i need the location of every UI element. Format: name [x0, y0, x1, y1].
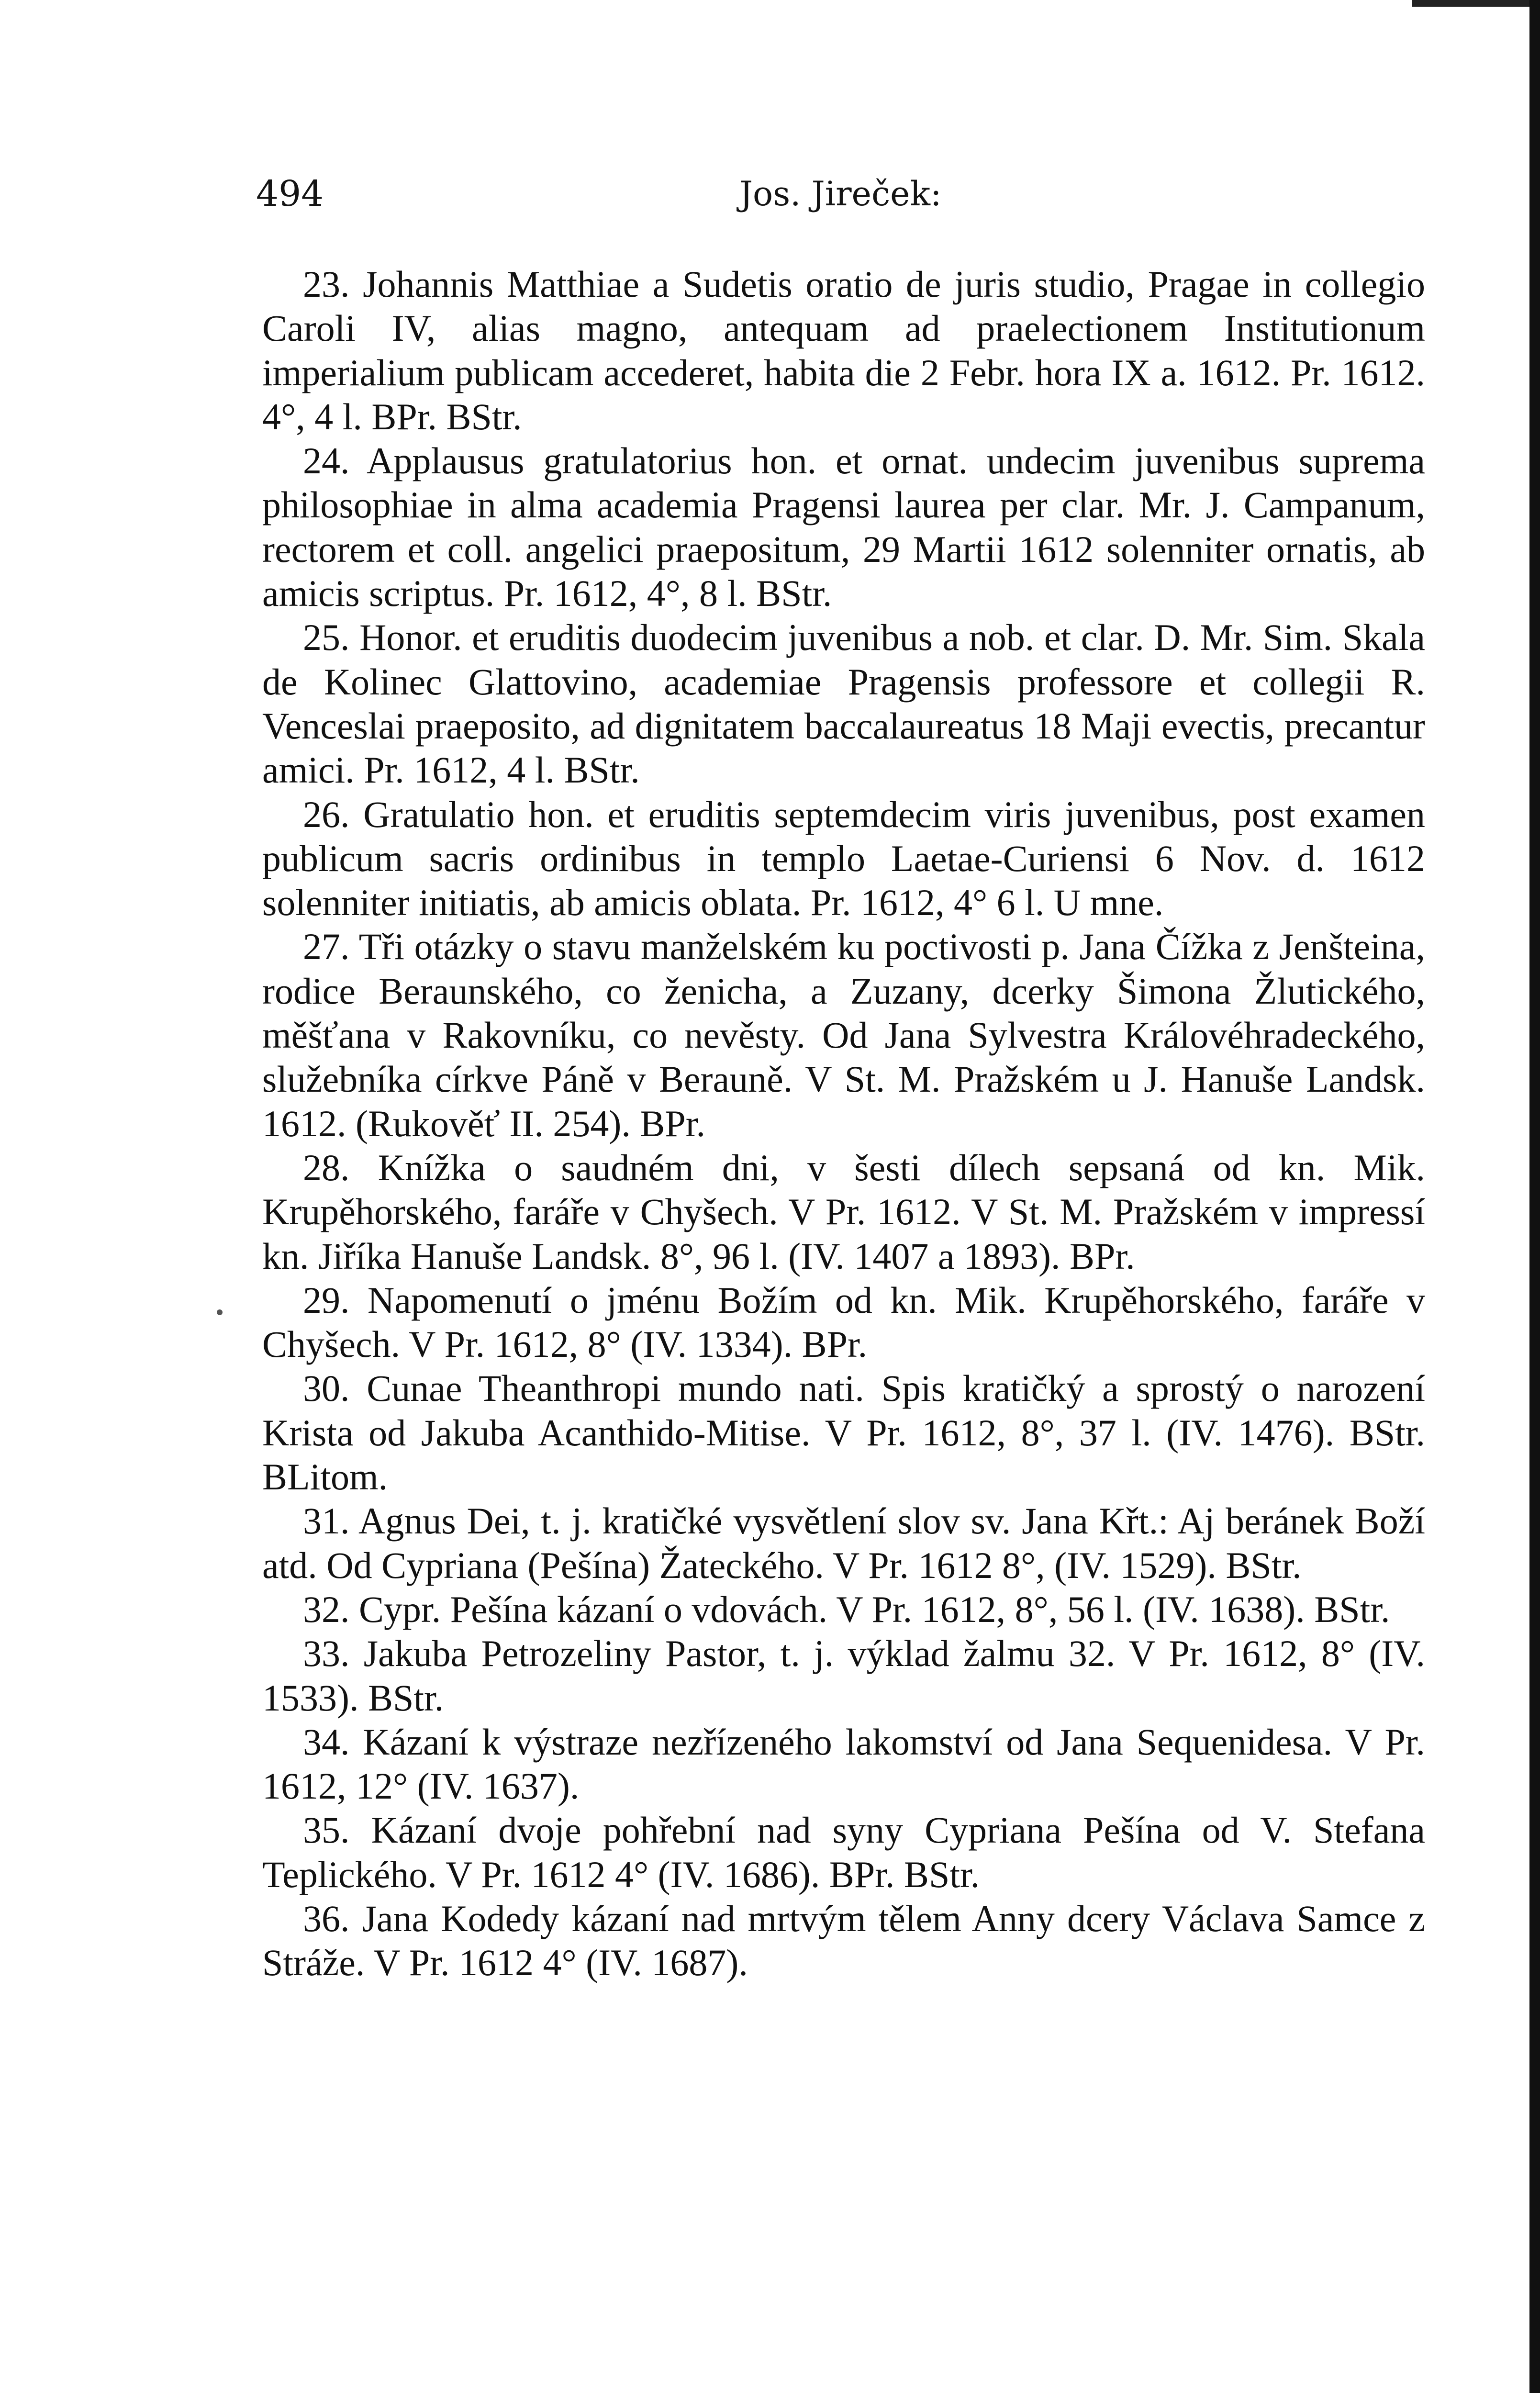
running-head: Jos. Jireček: [739, 174, 942, 213]
entry-26: 26. Gratulatio hon. et eruditis septemdecim viris juvenibus, post examen publicum sacris ordinibus in templo Laetae-Curiensi 6 Nov. d. 1612 solenniter initiatis, ab amicis oblata. Pr. 1612, 4° 6 l. U mne. [262, 793, 1425, 924]
entry-33: 33. Jakuba Petrozeliny Pastor, t. j. výklad žalmu 32. V Pr. 1612, 8° (IV. 1533). BStr. [262, 1633, 1425, 1719]
entry-34: 34. Kázaní k výstraze nezřízeného lakomství od Jana Sequenidesa. V Pr. 1612, 12° (IV. 1637). [262, 1721, 1425, 1807]
entry-36: 36. Jana Kodedy kázaní nad mrtvým tělem Anny dcery Václava Samce z Stráže. V Pr. 1612 4° (IV. 1687). [262, 1897, 1425, 1984]
entry-29: 29. Napomenutí o jménu Božím od kn. Mik. Krupěhorského, faráře v Chyšech. V Pr. 1612, 8° (IV. 1334). BPr. [262, 1279, 1425, 1365]
entry-24: 24. Applausus gratulatorius hon. et ornat. undecim juvenibus suprema philosophiae in alma academia Pragensi laurea per clar. Mr. J. Campanum, rectorem et coll. angelici praepositum, 29 Martii 1612 solenniter ornatis, ab amicis scriptus. Pr. 1612, 4°, 8 l. BStr. [262, 440, 1425, 615]
margin-speck [217, 1309, 223, 1315]
bibliography-list [262, 262, 1425, 1985]
entry-35: 35. Kázaní dvoje pohřební nad syny Cypriana Pešína od V. Stefana Teplického. V Pr. 1612 4° (IV. 1686). BPr. BStr. [262, 1809, 1425, 1895]
entry-30: 30. Cunae Theanthropi mundo nati. Spis kratičký a sprostý o narození Krista od Jakuba Acanthido-Mitise. V Pr. 1612, 8°, 37 l. (IV. 1476). BStr. BLitom. [262, 1367, 1425, 1498]
entry-28: 28. Knížka o saudném dni, v šesti dílech sepsaná od kn. Mik. Krupěhorského, faráře v Chyšech. V Pr. 1612. V St. M. Pražském v impressí kn. Jiříka Hanuše Landsk. 8°, 96 l. (IV. 1407 a 1893). BPr. [262, 1146, 1425, 1277]
page-header [256, 168, 1428, 220]
scan-border-top [1412, 0, 1540, 7]
entry-23: 23. Johannis Matthiae a Sudetis oratio de juris studio, Pragae in collegio Caroli IV, alias magno, antequam ad praelectionem Institutionum imperialium publicam accederet, habita die 2 Febr. hora IX a. 1612. Pr. 1612. 4°, 4 l. BPr. BStr. [262, 263, 1425, 437]
entry-32: 32. Cypr. Pešína kázaní o vdovách. V Pr. 1612, 8°, 56 l. (IV. 1638). BStr. [303, 1588, 1390, 1630]
page-number: 494 [256, 173, 324, 214]
entry-25: 25. Honor. et eruditis duodecim juvenibus a nob. et clar. D. Mr. Sim. Skala de Kolinec Glattovino, academiae Pragensis professore et collegii R. Venceslai praeposito, ad dignitatem baccalaureatus 18 Maji evectis, precantur amici. Pr. 1612, 4 l. BStr. [262, 616, 1425, 791]
entry-27: 27. Tři otázky o stavu manželském ku poctivosti p. Jana Čížka z Jenšteina, rodice Beraunského, co ženicha, a Zuzany, dcerky Šimona Žlutického, měšťana v Rakovníku, co nevěsty. Od Jana Sylvestra Královéhradeckého, služebníka církve Páně v Berauně. V St. M. Pražském u J. Hanuše Landsk. 1612. (Rukověť II. 254). BPr. [262, 926, 1425, 1144]
entry-31: 31. Agnus Dei, t. j. kratičké vysvětlení slov sv. Jana Křt.: Aj beránek Boží atd. Od Cypriana (Pešína) Žateckého. V Pr. 1612 8°, (IV. 1529). BStr. [262, 1500, 1425, 1586]
scan-border-right [1529, 0, 1540, 2393]
